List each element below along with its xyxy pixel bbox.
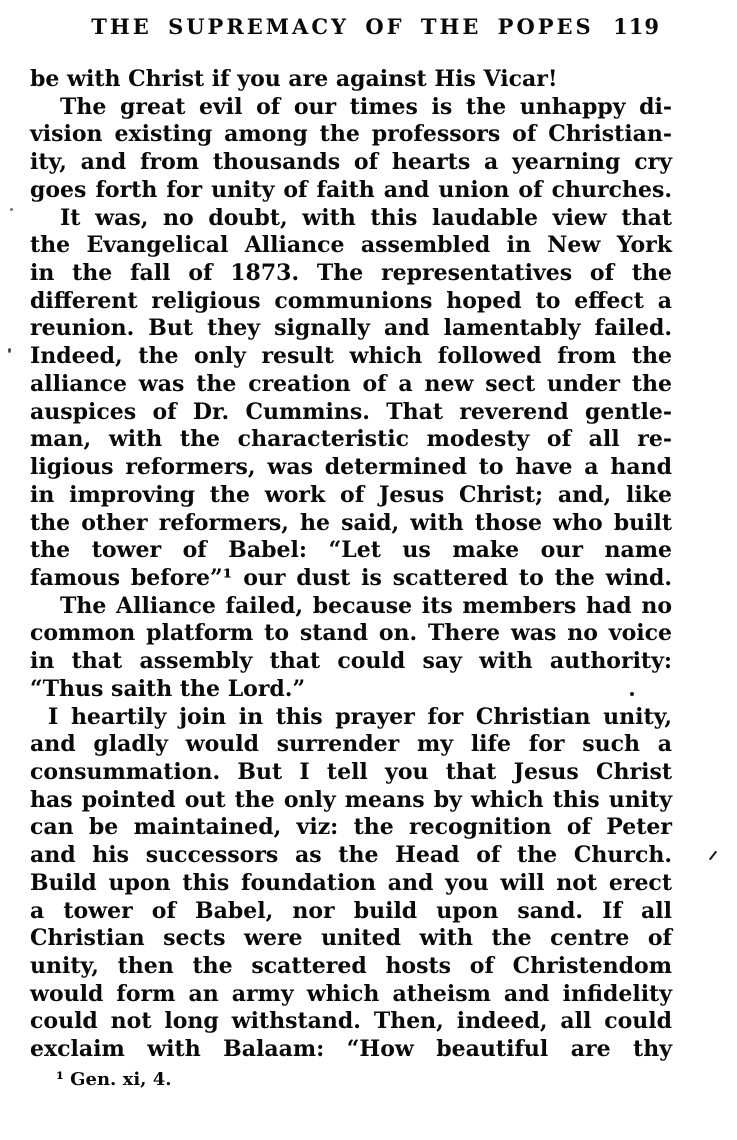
text-line: man, with the characteristic modesty of all re- (30, 426, 672, 453)
text-line: be with Christ if you are against His Vicar! (30, 66, 558, 92)
text-line: Indeed, the only result which followed from the (30, 343, 672, 370)
text-line: the tower of Babel: “Let us make our name (30, 537, 672, 564)
text-line: auspices of Dr. Cummins. That reverend gentle- (30, 398, 672, 425)
text-line: ity, and from thousands of hearts a yearning cry (30, 149, 672, 176)
text-line: common platform to stand on. There was no voice (30, 620, 672, 647)
text-line: Build upon this foundation and you will not erect (30, 869, 672, 896)
text-line: consummation. But I tell you that Jesus Christ (30, 758, 672, 785)
text-line: has pointed out the only means by which this unity (30, 786, 672, 813)
text-line: in that assembly that could say with authority: (30, 648, 672, 675)
text-line: could not long withstand. Then, indeed, all could (30, 1008, 672, 1035)
text-line: vision existing among the professors of Christian- (30, 121, 672, 148)
text-line: It was, no doubt, with this laudable view that (60, 204, 672, 231)
text-line: famous before”¹ our dust is scattered to the wind. (30, 564, 672, 591)
text-line: goes forth for unity of faith and union of churches. (30, 176, 672, 203)
text-line: I heartily join in this prayer for Christian unity, (48, 703, 672, 730)
text-line: alliance was the creation of a new sect under the (30, 370, 672, 397)
text-line: Christian sects were united with the centre of (30, 925, 672, 952)
text-line: the Evangelical Alliance assembled in New York (30, 232, 672, 259)
text-line: ligious reformers, was determined to have a hand (30, 454, 672, 481)
text-line: The great evil of our times is the unhappy di- (60, 93, 672, 120)
text-line: the other reformers, he said, with those who built (30, 509, 672, 536)
text-line: and his successors as the Head of the Church. (30, 842, 672, 869)
running-head-title: THE SUPREMACY OF THE POPES (91, 14, 594, 39)
scan-artifact (709, 851, 717, 861)
text-line: in improving the work of Jesus Christ; and, like (30, 481, 672, 508)
text-line: and gladly would surrender my life for such a (30, 731, 672, 758)
text-line: would form an army which atheism and infidelity (30, 980, 672, 1007)
scan-artifact (10, 208, 13, 211)
text-line: reunion. But they signally and lamentably failed. (30, 315, 672, 342)
page-number: 119 (613, 14, 660, 39)
footnote: ¹ Gen. xi, 4. (56, 1069, 172, 1090)
text-line: in the fall of 1873. The representatives of the (30, 260, 672, 287)
text-line: exclaim with Balaam: “How beautiful are thy (30, 1036, 672, 1063)
text-line: unity, then the scattered hosts of Christendom (30, 953, 672, 979)
text-line: can be maintained, viz: the recognition of Peter (30, 814, 672, 841)
text-line: “Thus saith the Lord.” (30, 675, 306, 702)
text-line: The Alliance failed, because its members had no (60, 592, 672, 619)
page-body-text (30, 66, 672, 1064)
text-line: a tower of Babel, nor build upon sand. If all (30, 897, 672, 924)
scan-artifact (630, 692, 634, 696)
text-line: different religious communions hoped to effect a (30, 287, 672, 314)
scan-artifact (8, 348, 11, 353)
